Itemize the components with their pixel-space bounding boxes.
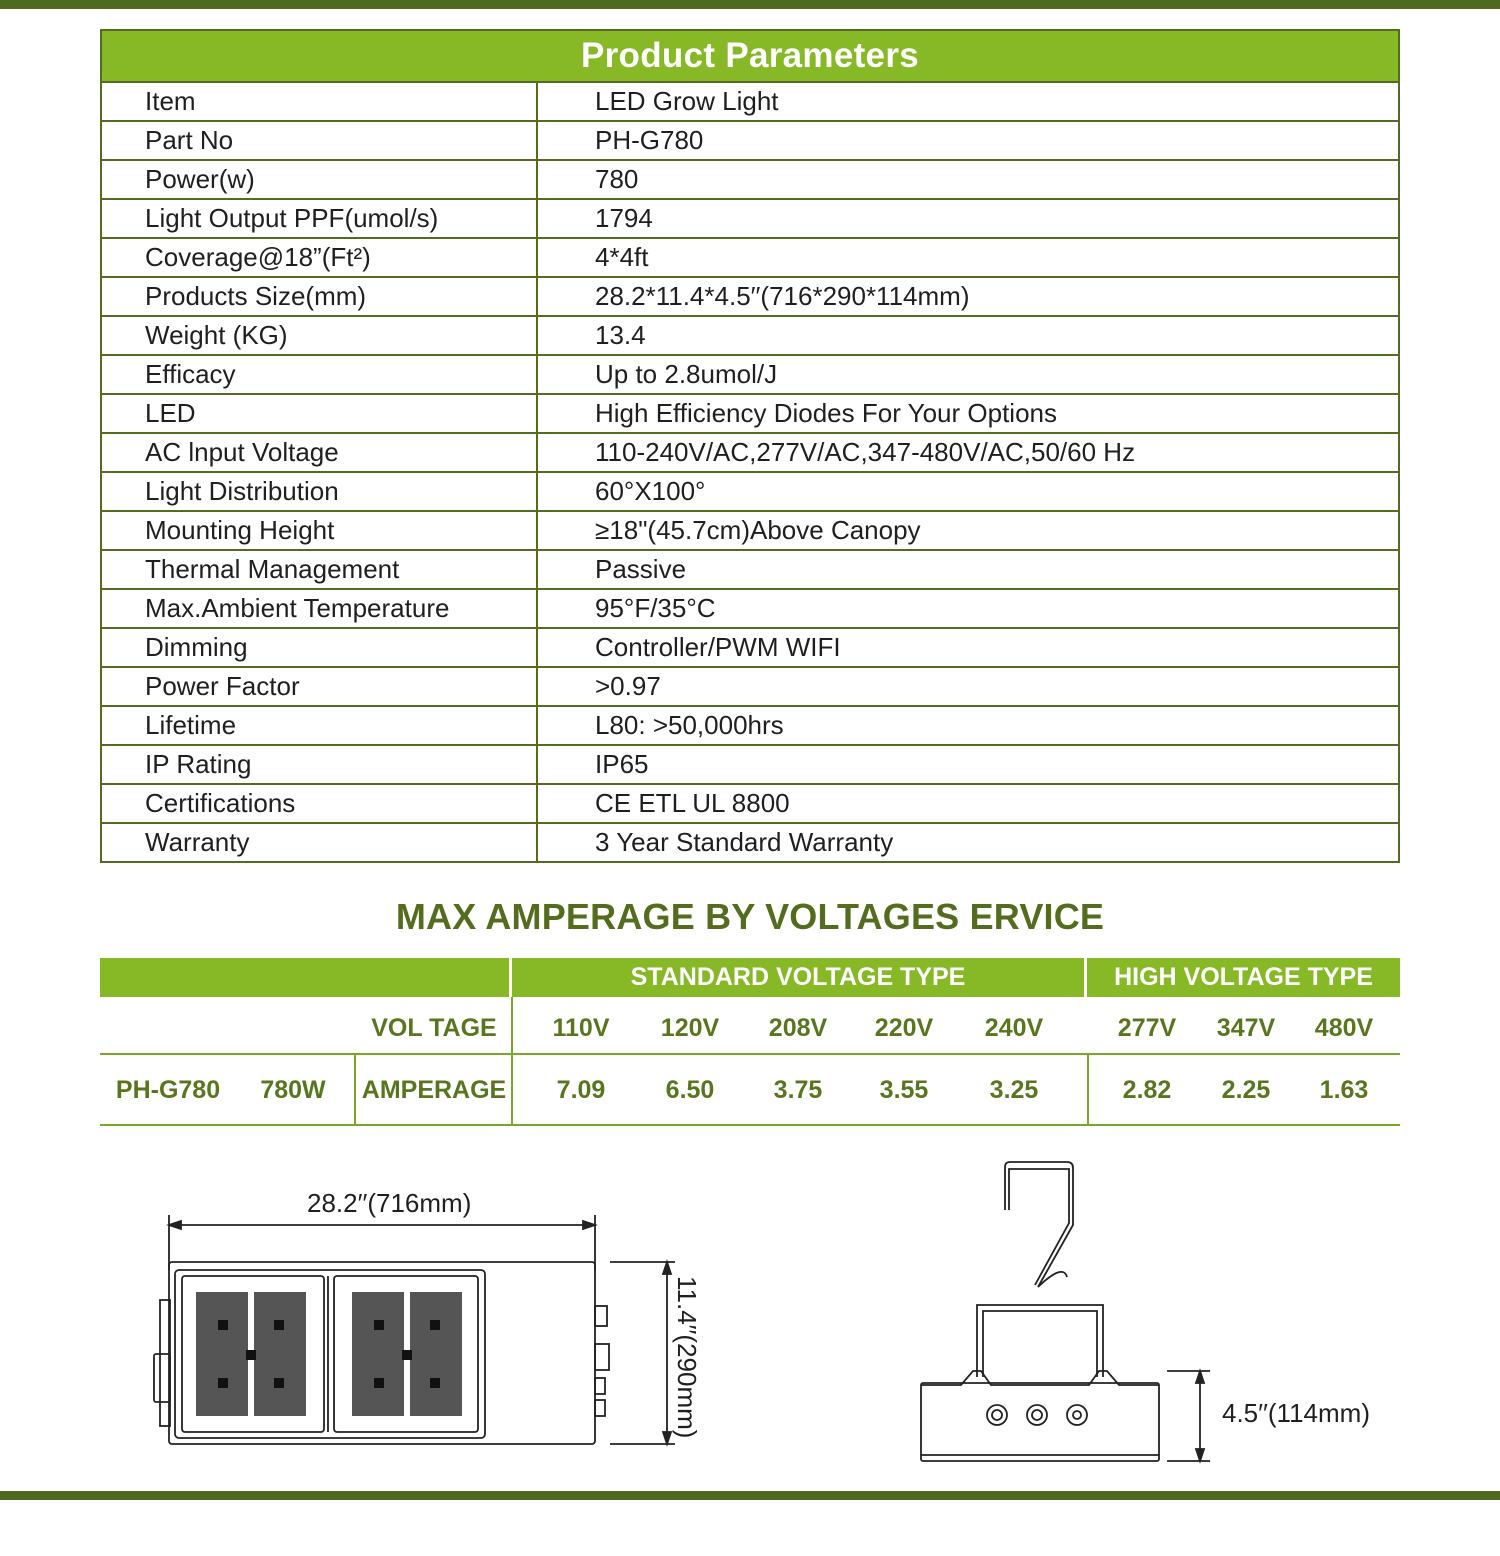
voltage-cell: 208V bbox=[768, 1014, 828, 1042]
parameter-value: ≥18"(45.7cm)Above Canopy bbox=[595, 515, 921, 545]
parameter-label: Certifications bbox=[102, 785, 538, 822]
voltage-row-label: VOL TAGE bbox=[371, 1014, 497, 1042]
amperage-cell: 3.75 bbox=[773, 1076, 823, 1104]
parameter-row bbox=[102, 393, 1398, 432]
side-view-drawing bbox=[905, 1155, 1235, 1475]
parameter-row bbox=[102, 315, 1398, 354]
parameter-label: Power Factor bbox=[102, 668, 538, 705]
parameter-value: 1794 bbox=[595, 203, 653, 233]
parameter-row bbox=[102, 237, 1398, 276]
parameter-row bbox=[102, 549, 1398, 588]
parameter-row bbox=[102, 588, 1398, 627]
parameter-value: L80: >50,000hrs bbox=[595, 710, 784, 740]
model-cell: PH-G780 bbox=[115, 1076, 221, 1104]
amperage-section-title: MAX AMPERAGE BY VOLTAGES ERVICE bbox=[395, 896, 1105, 937]
parameter-label: LED bbox=[102, 395, 538, 432]
height-dimension-label: 4.5′′(114mm) bbox=[1222, 1398, 1370, 1428]
parameter-value: 110-240V/AC,277V/AC,347-480V/AC,50/60 Hz bbox=[595, 437, 1136, 467]
parameter-value: >0.97 bbox=[595, 671, 661, 701]
parameter-row bbox=[102, 744, 1398, 783]
parameter-value: CE ETL UL 8800 bbox=[595, 788, 790, 818]
voltage-cell: 110V bbox=[552, 1014, 610, 1042]
standard-voltage-header: STANDARD VOLTAGE TYPE bbox=[512, 958, 1084, 997]
top-view-drawing bbox=[140, 1210, 760, 1510]
amperage-header-blank bbox=[100, 958, 509, 997]
length-dimension-label: 28.2′′(716mm) bbox=[307, 1188, 472, 1218]
parameter-value: High Efficiency Diodes For Your Options bbox=[595, 398, 1057, 428]
parameter-value: Passive bbox=[595, 554, 687, 584]
table-title: Product Parameters bbox=[102, 31, 1398, 81]
parameter-value: Controller/PWM WIFI bbox=[595, 632, 841, 662]
parameter-value: LED Grow Light bbox=[595, 86, 779, 116]
parameter-label: Coverage@18”(Ft²) bbox=[102, 239, 538, 276]
amperage-mid-rule bbox=[100, 1053, 1400, 1055]
voltage-cell: 220V bbox=[874, 1014, 934, 1042]
voltage-cell: 347V bbox=[1216, 1014, 1276, 1042]
parameter-value: PH-G780 bbox=[595, 125, 704, 155]
parameter-row bbox=[102, 627, 1398, 666]
parameter-value: Up to 2.8umol/J bbox=[595, 359, 778, 389]
parameter-rows bbox=[102, 81, 1398, 861]
parameter-label: Lifetime bbox=[102, 707, 538, 744]
parameter-label: Warranty bbox=[102, 824, 538, 861]
parameter-row bbox=[102, 666, 1398, 705]
parameter-label: Power(w) bbox=[102, 161, 538, 198]
amperage-cell: 3.25 bbox=[989, 1076, 1039, 1104]
parameter-label: Weight (KG) bbox=[102, 317, 538, 354]
parameter-label: Light Distribution bbox=[102, 473, 538, 510]
amperage-cell: 3.55 bbox=[879, 1076, 929, 1104]
top-border-band bbox=[0, 0, 1500, 9]
parameter-label: Thermal Management bbox=[102, 551, 538, 588]
separator-high bbox=[1087, 1055, 1089, 1124]
parameter-value: 3 Year Standard Warranty bbox=[595, 827, 894, 857]
bottom-border-band bbox=[0, 1491, 1500, 1500]
parameter-row bbox=[102, 120, 1398, 159]
voltage-cell: 240V bbox=[984, 1014, 1044, 1042]
parameter-row bbox=[102, 432, 1398, 471]
product-parameters-table bbox=[100, 29, 1400, 863]
parameter-row bbox=[102, 510, 1398, 549]
width-dimension-label: 11.4′′(290mm) bbox=[672, 1276, 702, 1439]
parameter-label: Light Output PPF(umol/s) bbox=[102, 200, 538, 237]
separator-standard bbox=[511, 997, 513, 1124]
amperage-row-label: AMPERAGE bbox=[361, 1076, 507, 1104]
parameter-label: Products Size(mm) bbox=[102, 278, 538, 315]
parameter-label: Efficacy bbox=[102, 356, 538, 393]
parameter-row bbox=[102, 354, 1398, 393]
parameter-row bbox=[102, 81, 1398, 120]
parameter-value: 28.2*11.4*4.5′′(716*290*114mm) bbox=[595, 281, 970, 311]
amperage-cell: 7.09 bbox=[556, 1076, 606, 1104]
separator-model bbox=[354, 1055, 356, 1124]
parameter-row bbox=[102, 471, 1398, 510]
parameter-label: Item bbox=[102, 83, 538, 120]
parameter-row bbox=[102, 276, 1398, 315]
high-voltage-header: HIGH VOLTAGE TYPE bbox=[1087, 958, 1400, 997]
amperage-cell: 2.25 bbox=[1221, 1076, 1271, 1104]
parameter-row bbox=[102, 198, 1398, 237]
parameter-value: 60°X100° bbox=[595, 476, 706, 506]
parameter-value: 780 bbox=[595, 164, 639, 194]
parameter-label: Max.Ambient Temperature bbox=[102, 590, 538, 627]
amperage-cell: 6.50 bbox=[665, 1076, 715, 1104]
parameter-label: Part No bbox=[102, 122, 538, 159]
voltage-cell: 277V bbox=[1117, 1014, 1177, 1042]
parameter-value: IP65 bbox=[595, 749, 649, 779]
parameter-value: 4*4ft bbox=[595, 242, 649, 272]
amperage-cell: 2.82 bbox=[1122, 1076, 1172, 1104]
parameter-row bbox=[102, 705, 1398, 744]
voltage-cell: 120V bbox=[660, 1014, 720, 1042]
wattage-cell: 780W bbox=[260, 1076, 326, 1104]
parameter-row bbox=[102, 159, 1398, 198]
amperage-cell: 1.63 bbox=[1319, 1076, 1369, 1104]
parameter-row bbox=[102, 783, 1398, 822]
parameter-value: 95°F/35°C bbox=[595, 593, 716, 623]
parameter-value: 13.4 bbox=[595, 320, 646, 350]
voltage-cell: 480V bbox=[1314, 1014, 1374, 1042]
parameter-label: IP Rating bbox=[102, 746, 538, 783]
parameter-label: Dimming bbox=[102, 629, 538, 666]
parameter-row bbox=[102, 822, 1398, 861]
parameter-label: AC lnput Voltage bbox=[102, 434, 538, 471]
parameter-label: Mounting Height bbox=[102, 512, 538, 549]
amperage-bottom-rule bbox=[100, 1124, 1400, 1126]
